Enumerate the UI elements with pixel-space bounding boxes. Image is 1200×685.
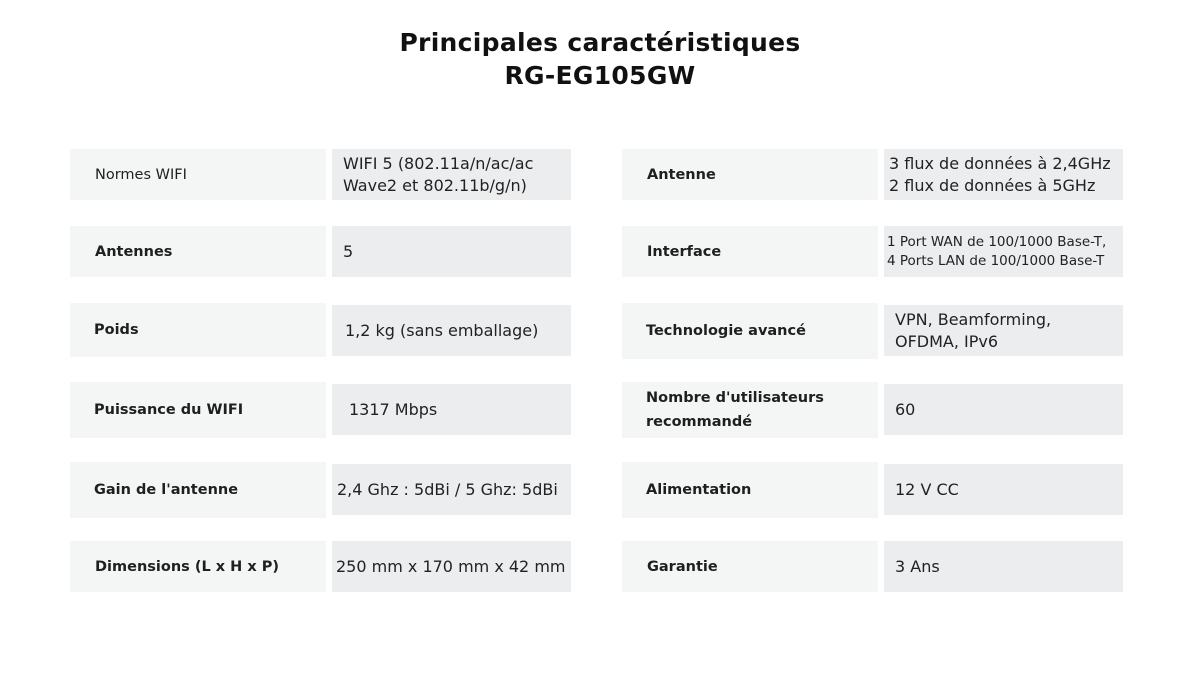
spec-value-dimensions: 250 mm x 170 mm x 42 mm bbox=[332, 541, 571, 592]
spec-label-poids: Poids bbox=[70, 303, 326, 357]
spec-label-puissance-wifi: Puissance du WIFI bbox=[70, 382, 326, 438]
spec-value-normes-wifi: WIFI 5 (802.11a/n/ac/ac Wave2 et 802.11b/g/n) bbox=[332, 149, 571, 200]
spec-value-antennes: 5 bbox=[332, 226, 571, 277]
spec-value-puissance-wifi: 1317 Mbps bbox=[332, 384, 571, 435]
title-line-2: RG-EG105GW bbox=[504, 61, 696, 90]
spec-value-interface: 1 Port WAN de 100/1000 Base-T, 4 Ports LAN de 100/1000 Base-T bbox=[884, 226, 1123, 277]
spec-value-nombre-utilisateurs: 60 bbox=[884, 384, 1123, 435]
spec-value-garantie: 3 Ans bbox=[884, 541, 1123, 592]
spec-label-technologie: Technologie avancé bbox=[622, 303, 878, 359]
spec-label-antenne: Antenne bbox=[622, 149, 878, 200]
spec-value-gain-antenne: 2,4 Ghz : 5dBi / 5 Ghz: 5dBi bbox=[332, 464, 571, 515]
spec-value-poids: 1,2 kg (sans emballage) bbox=[332, 305, 571, 356]
spec-label-garantie: Garantie bbox=[622, 541, 878, 592]
spec-value-alimentation: 12 V CC bbox=[884, 464, 1123, 515]
spec-label-normes-wifi: Normes WIFI bbox=[70, 149, 326, 200]
spec-label-dimensions: Dimensions (L x H x P) bbox=[70, 541, 326, 592]
spec-label-nombre-utilisateurs: Nombre d'utilisateurs recommandé bbox=[622, 382, 878, 438]
page-title bbox=[0, 26, 1200, 92]
spec-value-technologie: VPN, Beamforming, OFDMA, IPv6 bbox=[884, 305, 1123, 356]
spec-label-antennes: Antennes bbox=[70, 226, 326, 277]
spec-label-gain-antenne: Gain de l'antenne bbox=[70, 462, 326, 518]
spec-label-interface: Interface bbox=[622, 226, 878, 277]
spec-value-antenne: 3 flux de données à 2,4GHz 2 flux de données à 5GHz bbox=[884, 149, 1123, 200]
title-line-1: Principales caractéristiques bbox=[399, 28, 801, 57]
spec-label-alimentation: Alimentation bbox=[622, 462, 878, 518]
